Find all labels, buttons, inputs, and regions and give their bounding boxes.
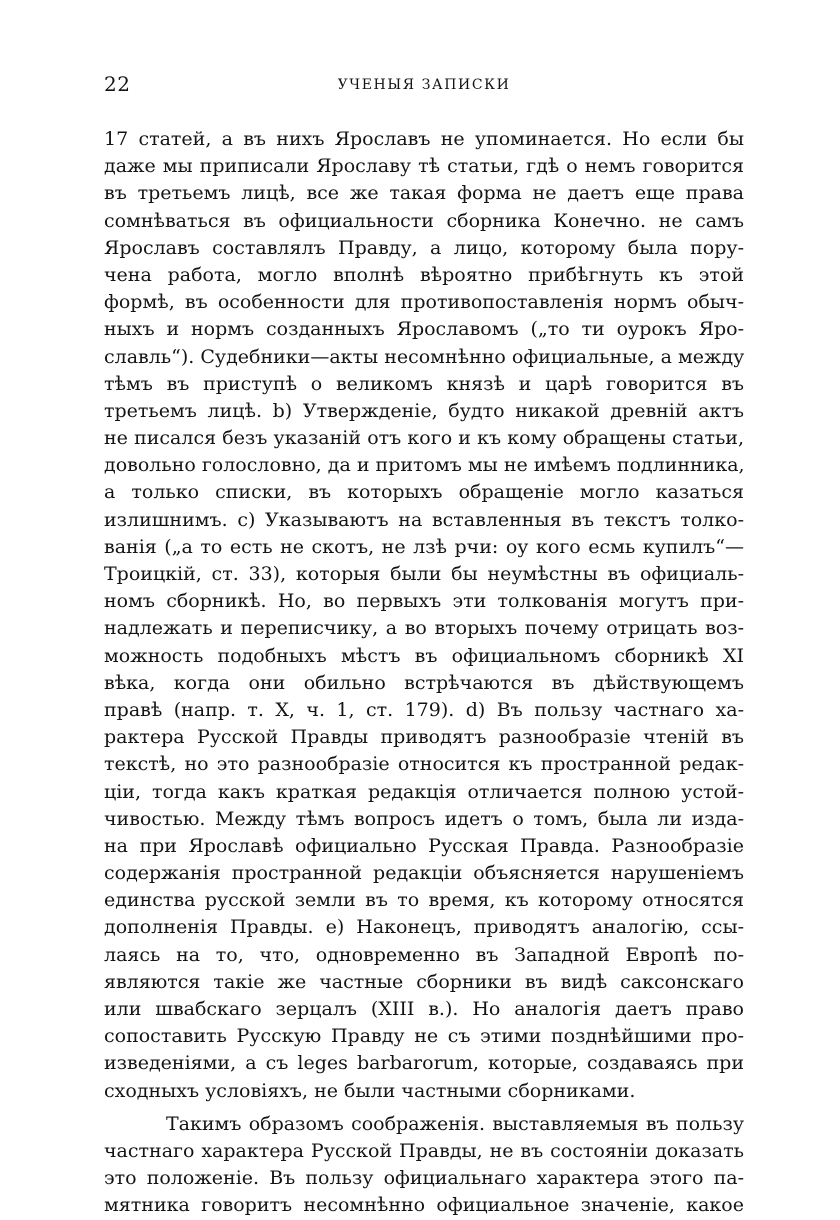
text-line: чена работа, могло вполнѣ вѣроятно прибѣгнуть къ этой xyxy=(104,263,744,286)
text-line: лаясь на то, что, одновременно въ Западной Европѣ по- xyxy=(104,943,744,966)
text-line: Такимъ образомъ соображенія. выставляемыя въ пользу xyxy=(166,1112,744,1135)
text-line: а только списки, въ которыхъ обращеніе могло казаться xyxy=(104,481,744,504)
text-line: на при Ярославѣ официально Русская Правда. Разнообразіе xyxy=(104,834,744,857)
page-header xyxy=(104,72,744,102)
text-line: довольно голословно, да и притомъ мы не имѣемъ подлинника, xyxy=(104,454,745,477)
text-line: ціи, тогда какъ краткая редакція отличается полною устой- xyxy=(104,780,744,803)
paragraph-2 xyxy=(104,1111,744,1220)
page-number: 22 xyxy=(104,72,131,96)
paragraph-1 xyxy=(104,126,744,1105)
text-line: правѣ (напр. т. X, ч. 1, ст. 179). d) Въ пользу частнаго ха- xyxy=(104,698,744,721)
text-line: формѣ, въ особенности для противопоставленія нормъ обыч- xyxy=(104,291,744,314)
text-line: можность подобныхъ мѣстъ въ официальномъ сборникѣ XI xyxy=(104,644,744,667)
text-line: частнаго характера Русской Правды, не въ состояніи доказать xyxy=(104,1139,744,1162)
text-line: являются такіе же частные сборники въ видѣ саксонскаго xyxy=(104,970,744,993)
text-line: ванія („а то есть не скотъ, не лзѣ рчи: оу кого есмь купилъ“— xyxy=(104,535,744,558)
text-line: вѣка, когда они обильно встрѣчаются въ дѣйствующемъ xyxy=(104,671,744,694)
text-line: третьемъ лицѣ. b) Утвержденіе, будто никакой древній актъ xyxy=(104,399,744,422)
text-line: даже мы приписали Ярославу тѣ статьи, гдѣ о немъ говорится xyxy=(104,155,744,178)
text-line: излишнимъ. c) Указываютъ на вставленныя въ текстъ толко- xyxy=(104,508,744,531)
text-line: чивостью. Между тѣмъ вопросъ идетъ о томъ, была ли изда- xyxy=(104,807,744,830)
text-line: изведеніями, а съ leges barbarorum, которые, создаваясь при xyxy=(104,1052,744,1075)
text-line: сходныхъ условіяхъ, не были частными сборниками. xyxy=(104,1079,636,1102)
text-line: надлежать и переписчику, а во вторыхъ почему отрицать воз- xyxy=(104,617,744,640)
text-line: 17 статей, а въ нихъ Ярославъ не упоминается. Но если бы xyxy=(104,128,744,150)
running-head: УЧЕНЫЯ ЗАПИСКИ xyxy=(337,77,511,93)
text-line: Ярославъ составлялъ Правду, а лицо, которому была пору- xyxy=(104,236,744,259)
text-line: Троицкій, ст. 33), которыя были бы неумѣстны въ официаль- xyxy=(104,563,744,585)
text-line: сопоставить Русскую Правду не съ этими позднѣйшими про- xyxy=(104,1025,744,1048)
text-line: славль“). Судебники—акты несомнѣнно официальные, а между xyxy=(104,345,745,368)
text-line: это положеніе. Въ пользу официальнаго характера этого па- xyxy=(104,1167,744,1190)
text-line: содержанія пространной редакціи объясняется нарушеніемъ xyxy=(104,862,744,885)
text-line: рактера Русской Правды приводятъ разнообразіе чтеній въ xyxy=(104,726,744,749)
text-line: единства русской земли въ то время, къ которому относятся xyxy=(104,889,744,912)
text-line: мятника говоритъ несомнѣнно официальное значеніе, какое xyxy=(104,1194,744,1217)
text-line: тѣмъ въ приступѣ о великомъ князѣ и царѣ говорится въ xyxy=(104,372,744,395)
text-line: номъ сборникѣ. Но, во первыхъ эти толкованія могутъ при- xyxy=(104,590,744,613)
text-line: ныхъ и нормъ созданныхъ Ярославомъ („то ти оурокъ Яро- xyxy=(104,318,744,341)
text-line: сомнѣваться въ официальности сборника Конечно. не самъ xyxy=(104,209,744,232)
text-line: текстѣ, но это разнообразіе относится къ пространной редак- xyxy=(104,753,744,776)
body-text xyxy=(104,126,744,1220)
text-line: не писался безъ указаній отъ кого и къ кому обращены статьи, xyxy=(104,427,744,450)
text-line: дополненія Правды. e) Наконецъ, приводятъ аналогію, ссы- xyxy=(104,916,744,939)
text-line: или швабскаго зерцалъ (XIII в.). Но аналогія даетъ право xyxy=(104,998,744,1020)
text-line: въ третьемъ лицѣ, все же такая форма не даетъ еще права xyxy=(104,182,744,205)
